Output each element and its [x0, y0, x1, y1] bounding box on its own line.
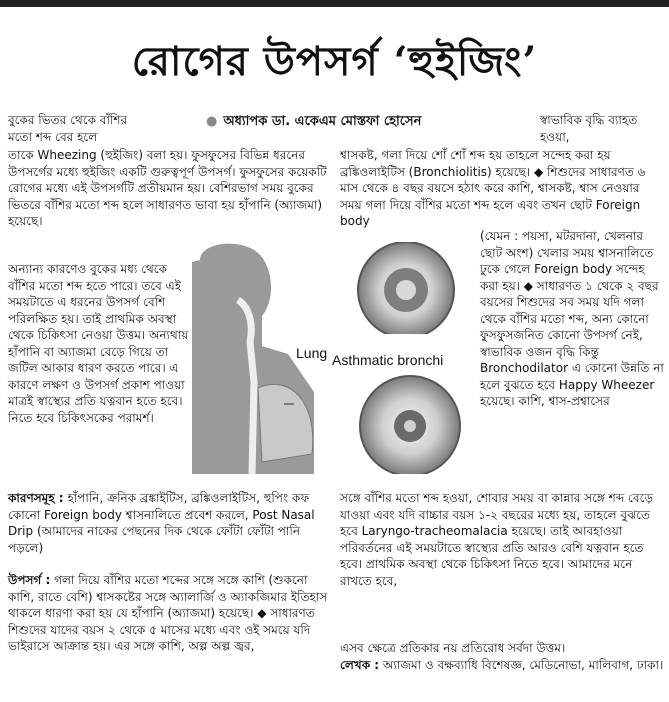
causes-paragraph [8, 490, 332, 556]
right-paragraph-3: এসব ক্ষেত্রে প্রতিকার নয় প্রতিরোধ সর্বদা উত্তম। [340, 641, 566, 655]
intro-lead: বুকের ভিতর থেকে বাঁশির মতো শব্দ বের হলে [8, 113, 128, 144]
col3-text-end: কাশি, শ্বাস-প্রশ্বাসের [518, 394, 610, 408]
col1-paragraph: অন্যান্য কারণেও বুকের মধ্য থেকে বাঁশির মতো শব্দ হতে পারে। তবে এই সময়টাতে এ ধরনের উপসর্গ বেশি পরিলক্ষিত হয়। তাই প্রাথমিক অবস্থা থেকে চিকিৎসা নেওয়া উত্তম। অন্যথায় হাঁপানি বা অ্যাজমা বেড়ে গিয়ে তা জটিল আকার ধারণ করতে পারে। এ কারণে লক্ষণ ও উপসর্গ প্রকাশ পাওয়া মাত্রই স্বাস্থ্যের প্রতি যত্নবান হতে হবে। নিতে হবে চিকিৎসকের পরামর্শ। [8, 262, 189, 425]
writer-paragraph [340, 657, 664, 674]
causes-text: হাঁপানি, ক্রনিক ব্রঙ্কাইটিস, ব্রঙ্কিওলাইটিস, হুপিং কফ কোনো Foreign body শ্বাসনালিতে প্রবেশ করলে, Post Nasal Drip (আমাদের নাকের পেছনের দিক থেকে ফোঁটা ফোঁটা পানি পড়লে) [8, 491, 315, 555]
article-title: রোগের উপসর্গ ‘হুইজিং’ [131, 38, 538, 85]
symptoms-paragraph [8, 572, 332, 655]
right-paragraph-2: সঙ্গে বাঁশির মতো শব্দ হওয়া, শোবার সময় বা কান্নার সঙ্গে শব্দ বেড়ে যাওয়া এবং যদি বাচ্চার বয়স ১-২ বছরের মধ্যে হয়, তাহলে বুঝতে হবে Laryngo-tracheomalacia হয়েছে। তাই আবহাওয়া পরিবর্তনের এই সময়টাতে স্বাস্থ্যের প্রতি আরও বেশি যত্নবান হতে হবে। প্রাথমিক অবস্থা থেকে চিকিৎসা নিতে হবে। আমাদের মনে রাখতে হবে, [340, 491, 653, 588]
anatomy-illustration [192, 242, 472, 474]
author-name: অধ্যাপক ডা. একেএম মোস্তফা হোসেন [223, 114, 422, 129]
symptoms-text: গলা দিয়ে বাঁশির মতো শব্দের সঙ্গে সঙ্গে কাশি (শুকনো কাশি, রাতে বেশি) শ্বাসকষ্টের সঙ্গে অ্যালার্জি ও অ্যাকজিমার ইতিহাস থাকলে ধারণা করা হয় যে হাঁপানি (অ্যাজমা) হয়েছে। ◆ সাধারণত শিশুদের যাদের বয়স ২ থেকে ৫ মাসের মধ্যে এবং ওই সময়ে যদি ভাইরাসে আক্রান্ত হয়। এর সঙ্গে কাশি, অল্প অল্প জ্বর, [8, 573, 328, 653]
writer-label: লেখক : [340, 658, 380, 672]
causes-label: কারণসমূহ : [8, 491, 64, 505]
col3-text: (যেমন : পয়সা, মটরদানা, খেলনার ছোট অংশ) খেলার সময় শ্বাসনালিতে ঢুকে গেলে Foreign body সন্দেহ করা হয়। ◆ সাধারণত ১ থেকে ২ বছর বয়সের শিশুদের সব সময় যদি গলা থেকে বাঁশির মতো শব্দ, অন্য কোনো ফুসফুসজনিত কোনো উপসর্গ নেই, স্বাভাবিক ওজন বৃদ্ধি কিন্তু Bronchodilator এ কোনো উন্নতি না হলে বুঝতে হবে Happy Wheezer হয়েছে। [480, 229, 664, 408]
byline [206, 112, 421, 133]
col3-paragraph [480, 228, 664, 410]
writer-text: অ্যাজমা ও বক্ষব্যাধি বিশেষজ্ঞ, মেডিনোভা, মালিবাগ, ঢাকা। [382, 658, 664, 672]
right-paragraph-1: শ্বাসকষ্ট, গলা দিয়ে শোঁ শোঁ শব্দ হয় তাহলে সন্দেহ করা হয় ব্রঙ্কিওলাইটিস (Bronchiolitis) হয়েছে। ◆ শিশুদের সাধারণত ৬ মাস থেকে ৪ বছর বয়সে হঠাৎ করে কাশি, শ্বাসকষ্ট, শ্বাস নেওয়ার সময় গলা দিয়ে বাঁশির মতো শব্দ হলে এবং তখন ছোট Foreign body [340, 148, 646, 228]
bullet-icon: ● [206, 114, 218, 129]
intro-paragraph: তাকে Wheezing (হুইজিং) বলা হয়। ফুসফুসের বিভিন্ন ধরনের উপসর্গের মধ্যে হুইজিং একটি গুরুত্বপূর্ণ উপসর্গ। ফুসফুসের কয়েকটি রোগের মধ্যে এই উপসর্গটি প্রতীয়মান হয়। বেশিরভাগ সময় বুকের ভিতরে বাঁশির মতো শব্দ হলে সাধারণত ভাবা হয় হাঁপানি (অ্যাজমা) হয়েছে। [8, 148, 327, 228]
asthmatic-label: Asthmatic bronchi [332, 352, 444, 368]
top-rule [0, 0, 669, 7]
col3-top: স্বাভাবিক বৃদ্ধি ব্যাহত হওয়া, [540, 113, 638, 144]
lung-label: Lung [296, 345, 328, 361]
symptoms-label: উপসর্গ : [8, 573, 51, 587]
